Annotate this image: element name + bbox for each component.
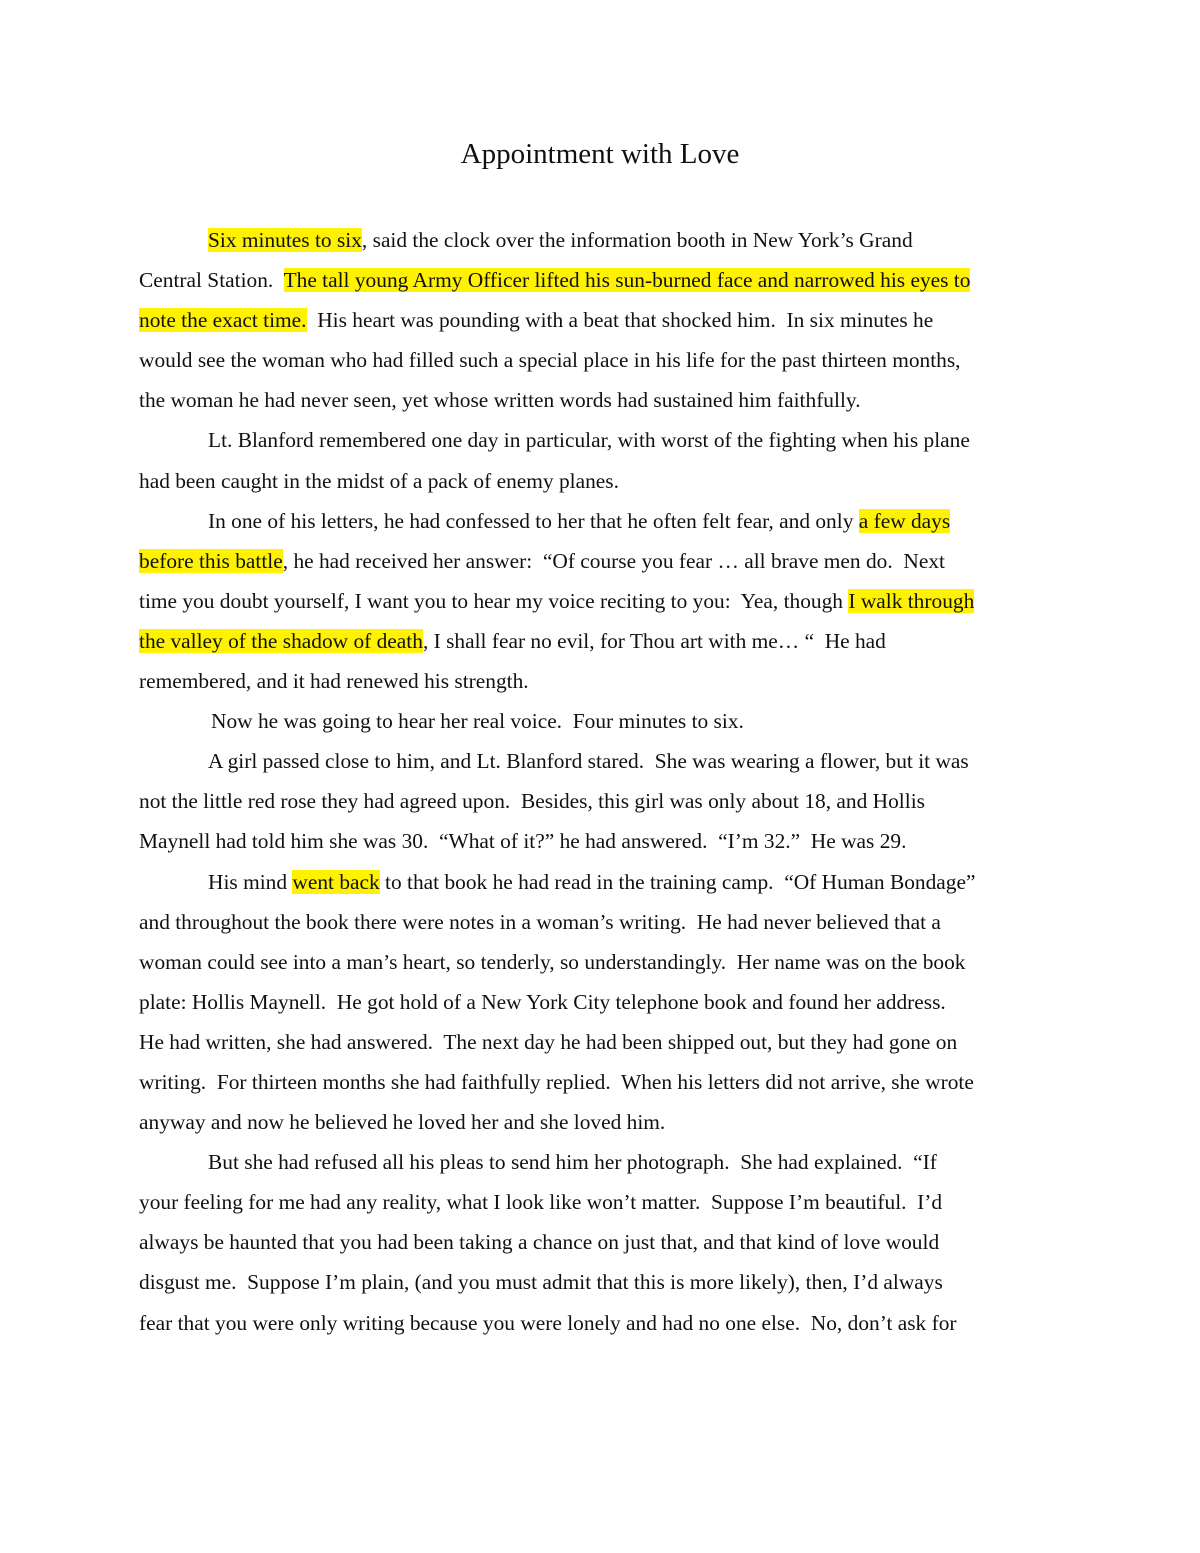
text-line [139,862,1063,902]
paragraph [139,741,1063,861]
highlighted-text: The tall young Army Officer lifted his sun-burned face and narrowed his eyes to [283,268,971,293]
paragraph [139,701,1063,741]
highlighted-text: the valley of the shadow of death [139,628,423,653]
text-line [139,1262,1063,1302]
text-run: , said the clock over the information booth in New York’s Grand [361,228,913,252]
text-run: disgust me. Suppose I’m plain, (and you must admit that this is more likely), then, I’d always [139,1270,943,1295]
text-run: and throughout the book there were notes in a woman’s writing. He had never believed that a [139,909,941,934]
text-line [139,220,1063,260]
text-line [139,982,1063,1022]
text-run: had been caught in the midst of a pack of enemy planes. [139,468,619,493]
text-line [139,1303,1063,1343]
text-line [139,461,1063,501]
text-run: His heart was pounding with a beat that shocked him. In six minutes he [306,308,934,333]
paragraph [139,220,1063,420]
text-line [139,340,1063,380]
text-run: He had written, she had answered. The next day he had been shipped out, but they had gone on [139,1029,958,1054]
text-line [139,300,1063,340]
text-run: , I shall fear no evil, for Thou art with me… “ He had [422,628,886,653]
highlighted-text: a few days [858,508,951,533]
text-line [139,501,1063,541]
text-line [139,821,1063,861]
text-run: fear that you were only writing because you were lonely and had no one else. No, don’t ask for [139,1310,957,1335]
text-line [139,781,1063,821]
text-run: not the little red rose they had agreed upon. Besides, this girl was only about 18, and Hollis [139,789,925,814]
text-run: your feeling for me had any reality, what I look like won’t matter. Suppose I’m beautiful. I’d [139,1190,943,1215]
highlighted-text: note the exact time. [139,308,307,333]
text-line [139,1062,1063,1102]
text-line [139,541,1063,581]
text-run: In one of his letters, he had confessed to her that he often felt fear, and only [208,508,859,533]
text-run: Now he was going to hear her real voice. Four minutes to six. [211,709,744,734]
paragraph [139,420,1063,500]
paragraph [139,1142,1063,1342]
highlighted-text: I walk through [848,588,975,613]
document-body [139,220,1063,1343]
text-line [139,621,1063,661]
text-run: the woman he had never seen, yet whose written words had sustained him faithfully. [139,388,861,413]
text-line [139,942,1063,982]
text-line [139,902,1063,942]
document-title: Appointment with Love [460,138,740,170]
text-line [139,701,1063,741]
text-line [139,420,1063,460]
text-line [139,1182,1063,1222]
text-line [139,260,1063,300]
text-run: to that book he had read in the training camp. “Of Human Bondage” [379,869,976,894]
text-run: But she had refused all his pleas to send him her photograph. She had explained. “If [208,1150,937,1175]
paragraph [139,501,1063,701]
text-line [139,581,1063,621]
highlighted-text: went back [292,869,380,894]
text-run: Maynell had told him she was 30. “What of it?” he had answered. “I’m 32.” He was 29. [139,829,907,854]
text-run: remembered, and it had renewed his strength. [139,669,529,694]
text-line [139,1022,1063,1062]
text-run: A girl passed close to him, and Lt. Blanford stared. She was wearing a flower, but it was [208,749,969,774]
text-line [139,380,1063,420]
text-run: always be haunted that you had been taking a chance on just that, and that kind of love would [139,1230,940,1255]
text-line [139,661,1063,701]
text-line [139,1102,1063,1142]
text-run: Lt. Blanford remembered one day in particular, with worst of the fighting when his plane [208,428,970,453]
text-run: anyway and now he believed he loved her and she loved him. [139,1110,666,1135]
text-line [139,741,1063,781]
text-run: plate: Hollis Maynell. He got hold of a New York City telephone book and found her address. [139,989,946,1014]
text-run: His mind [208,869,293,894]
text-line [139,1222,1063,1262]
text-run: woman could see into a man’s heart, so tenderly, so understandingly. Her name was on the book [139,949,966,974]
paragraph [139,862,1063,1143]
highlighted-text: before this battle [139,548,283,573]
text-run: , he had received her answer: “Of course you fear … all brave men do. Next [282,548,945,573]
text-run: Central Station. [139,268,284,293]
highlighted-text: Six minutes to six [208,228,362,252]
text-line [139,1142,1063,1182]
text-run: writing. For thirteen months she had faithfully replied. When his letters did not arrive, she wrote [139,1069,974,1094]
text-run: would see the woman who had filled such a special place in his life for the past thirteen months, [139,348,961,373]
text-run: time you doubt yourself, I want you to hear my voice reciting to you: Yea, though [139,588,849,613]
